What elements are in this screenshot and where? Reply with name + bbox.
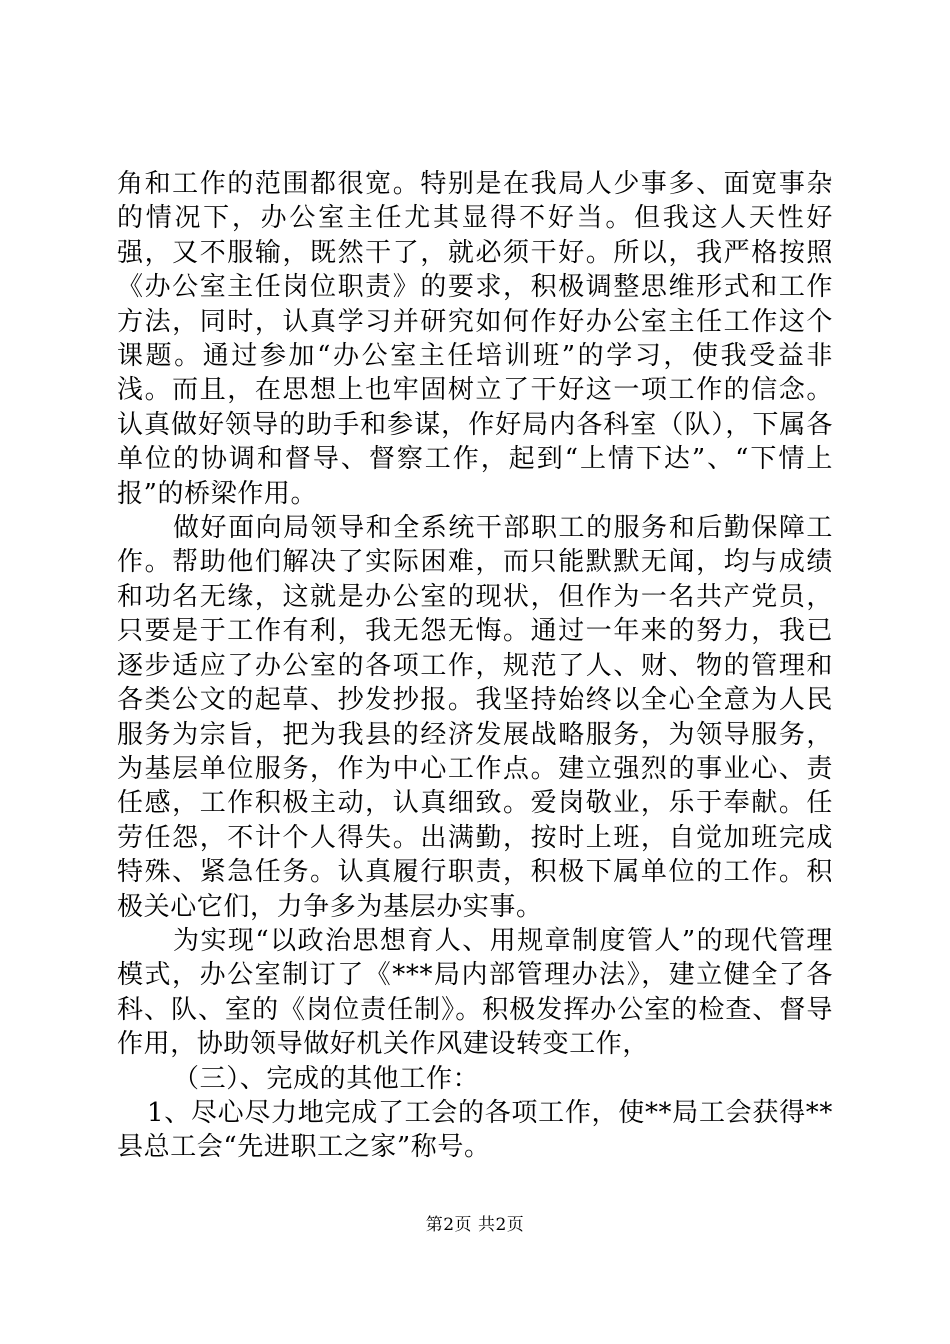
paragraph-2: 做好面向局领导和全系统干部职工的服务和后勤保障工作。帮助他们解决了实际困难，而只能默默无闻，均与成绩和功名无缘，这就是办公室的现状，但作为一名共产党员，只要是于工作有利，我无怨无悔。通过一年来的努力，我已逐步适应了办公室的各项工作，规范了人、财、物的管理和各类公文的起草、抄发抄报。我坚持始终以全心全意为人民服务为宗旨，把为我县的经济发展战略服务，为领导服务，为基层单位服务，作为中心工作点。建立强烈的事业心、责任感，工作积极主动，认真细致。爱岗敬业，乐于奉献。任劳任怨，不计个人得失。出满勤，按时上班，自觉加班完成特殊、紧急任务。认真履行职责，积极下属单位的工作。积极关心它们，力争多为基层办实事。 [117,513,833,922]
section-heading: （三）、完成的其他工作： [173,1063,480,1094]
list-item-1: 1、尽心尽力地完成了工会的各项工作，使**局工会获得**县总工会“先进职工之家”称号。 [117,1097,833,1163]
page-footer: 第2页 共2页 [425,1215,525,1235]
paragraph-1: 角和工作的范围都很宽。特别是在我局人少事多、面宽事杂的情况下，办公室主任尤其显得不好当。但我这人天性好强，又不服输，既然干了，就必须干好。所以，我严格按照《办公室主任岗位职责》的要求，积极调整思维形式和工作方法，同时，认真学习并研究如何作好办公室主任工作这个课题。通过参加“办公室主任培训班”的学习，使我受益非浅。而且，在思想上也牢固树立了干好这一项工作的信念。认真做好领导的助手和参谋，作好局内各科室（队），下属各单位的协调和督导、督察工作，起到“上情下达”、“下情上报”的桥梁作用。 [117,169,833,509]
paragraph-3: 为实现“以政治思想育人、用规章制度管人”的现代管理模式，办公室制订了《***局内部管理办法》，建立健全了各科、队、室的《岗位责任制》。积极发挥办公室的检查、督导作用，协助领导做好机关作风建设转变工作， [117,925,833,1060]
document-body [117,167,833,1165]
